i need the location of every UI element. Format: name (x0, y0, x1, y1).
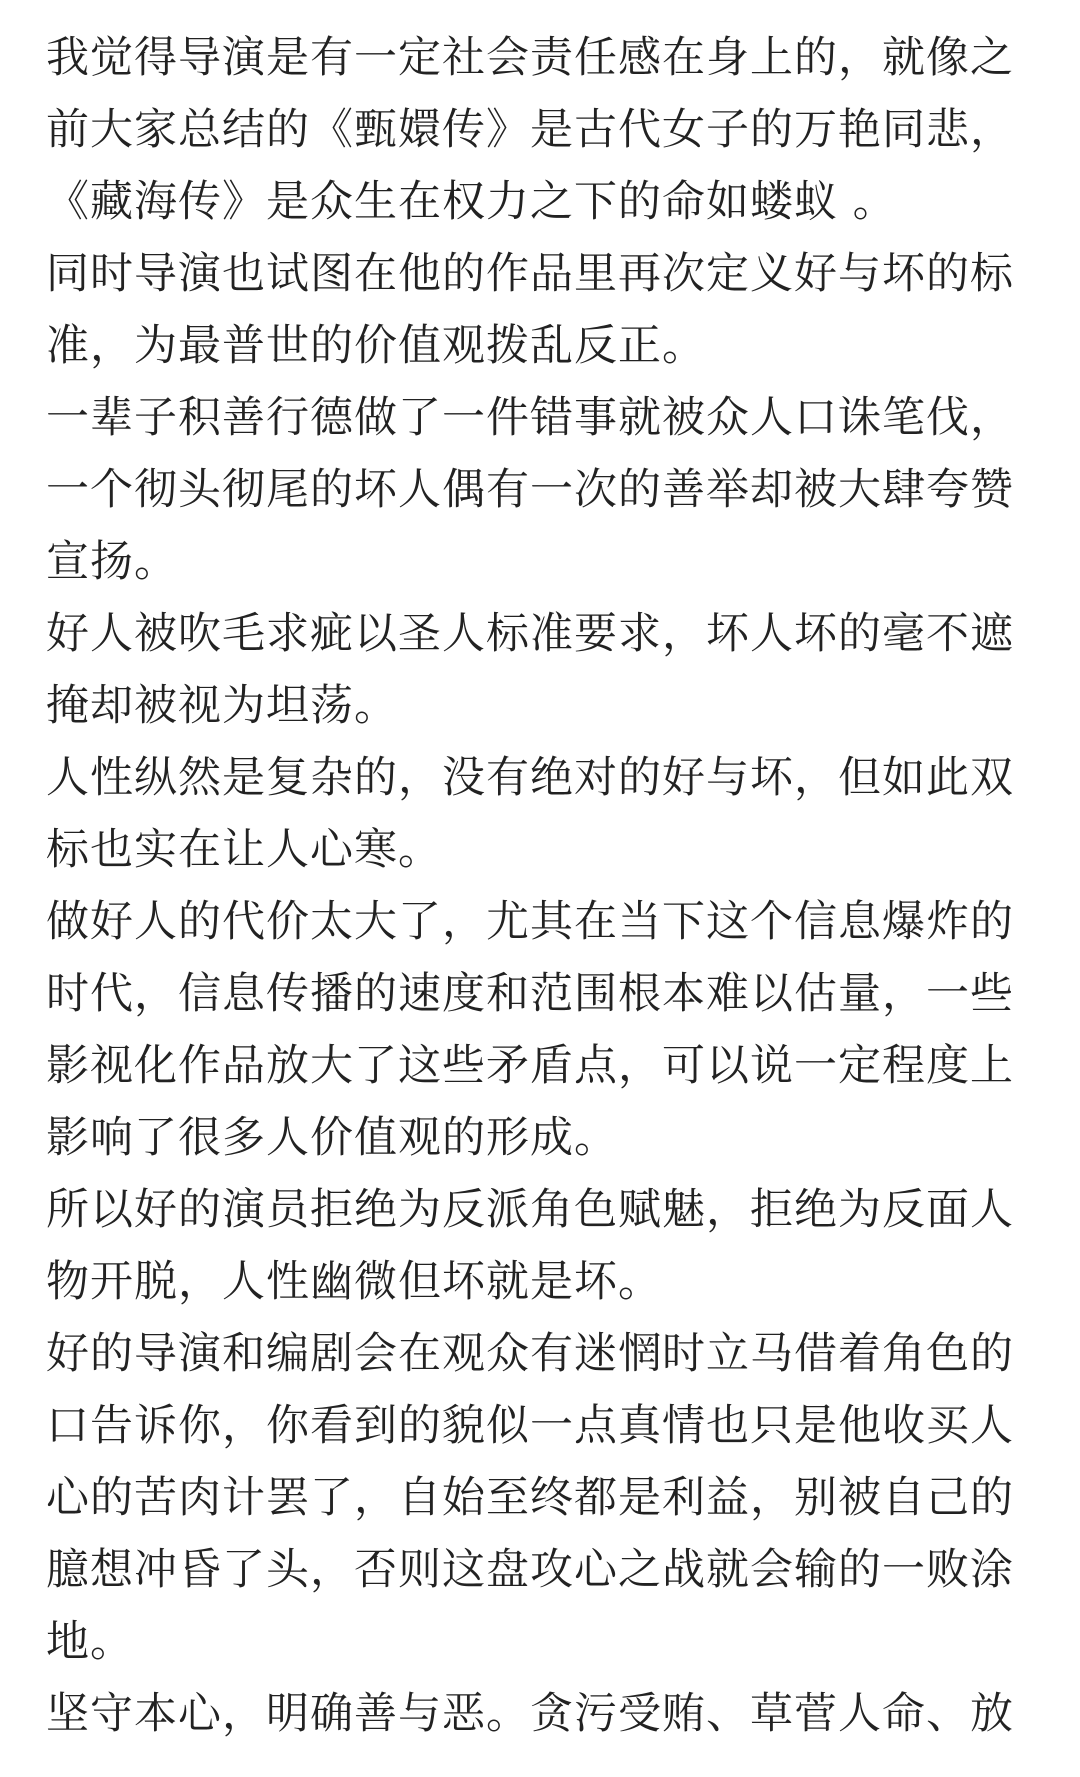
paragraph-5: 人性纵然是复杂的，没有绝对的好与坏，但如此双标也实在让人心寒。 (46, 753, 1014, 875)
article-body (46, 22, 1036, 1750)
paragraph-8: 好的导演和编剧会在观众有迷惘时立马借着角色的口告诉你，你看到的貌似一点真情也只是他收买人心的苦肉计罢了，自始至终都是利益，别被自己的臆想冲昏了头，否则这盘攻心之战就会输的一败涂地。 (46, 1329, 1014, 1667)
paragraph-2: 同时导演也试图在他的作品里再次定义好与坏的标准，为最普世的价值观拨乱反正。 (46, 249, 1014, 371)
paragraph-7: 所以好的演员拒绝为反派角色赋魅，拒绝为反面人物开脱，人性幽微但坏就是坏。 (46, 1185, 1014, 1307)
paragraph-9: 坚守本心，明确善与恶。贪污受贿、草菅人命、放 (46, 1689, 1014, 1739)
paragraph-6: 做好人的代价太大了，尤其在当下这个信息爆炸的时代，信息传播的速度和范围根本难以估量，一些影视化作品放大了这些矛盾点，可以说一定程度上影响了很多人价值观的形成。 (46, 897, 1014, 1163)
paragraph-3: 一辈子积善行德做了一件错事就被众人口诛笔伐，一个彻头彻尾的坏人偶有一次的善举却被大肆夸赞宣扬。 (46, 393, 1014, 587)
paragraph-4: 好人被吹毛求疵以圣人标准要求，坏人坏的毫不遮掩却被视为坦荡。 (46, 609, 1014, 731)
paragraph-1: 我觉得导演是有一定社会责任感在身上的，就像之前大家总结的《甄嬛传》是古代女子的万艳同悲，《藏海传》是众生在权力之下的命如蝼蚁 。 (46, 33, 1014, 227)
